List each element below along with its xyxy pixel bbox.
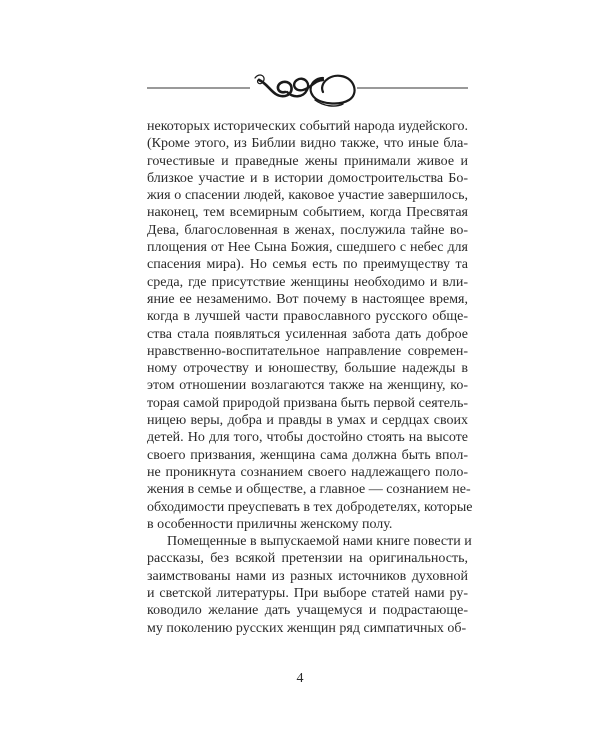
text-line: площения от Нее Сына Божия, сшедшего с небес для (147, 240, 468, 256)
text-line: торая самой природой призвана быть первой сеятель- (147, 395, 468, 411)
text-line: гочестивые и праведные жены принимали живое и (147, 153, 468, 169)
text-line: ководило желание дать учащемуся и подрастающе- (147, 603, 468, 619)
text-line: когда в лучшей части православного русского обще- (147, 309, 468, 325)
text-line: обходимости преуспевать в тех добродетелях, которые (147, 499, 473, 515)
text-line: среда, где присутствие женщины необходимо и вли- (147, 274, 468, 290)
text-line: ному отрочеству и юношеству, большие надежды в (147, 361, 468, 377)
text-line: спасения мира). Но семья есть по преимуществу та (147, 257, 468, 273)
text-line: своего призвания, женщина сама должна быть впол- (147, 447, 468, 463)
text-line: ства стала появляться усиленная забота дать доброе (147, 326, 468, 342)
paragraph (147, 533, 472, 637)
text-line: рассказы, без всякой претензии на оригинальность, (147, 551, 468, 567)
text-line: некоторых исторических событий народа иудейского. (147, 119, 468, 134)
page-number: 4 (296, 671, 304, 686)
text-line: (Кроме этого, из Библии видно также, что иные бла- (147, 136, 468, 152)
text-line: жения в семье и обществе, а главное — сознанием не- (147, 482, 471, 498)
text-line: яние ее незаменимо. Вот почему в настоящее время, (147, 291, 468, 307)
text-line: детей. Но для того, чтобы достойно стоять на высоте (147, 430, 468, 446)
flourish-divider-icon (147, 66, 468, 112)
text-line: му поколению русских женщин ряд симпатичных об- (147, 620, 467, 636)
text-line: этом отношении возлагаются также на женщину, ко- (147, 378, 468, 394)
text-line: близкое участие и в истории домостроительства Бо- (147, 170, 468, 186)
text-line: заимствованы нами из разных источников духовной (147, 568, 468, 584)
text-line: наконец, тем всемирным событием, когда Пресвятая (147, 205, 468, 221)
text-line: не проникнута сознанием своего надлежащего поло- (147, 464, 468, 480)
text-line: и светской литературы. При выборе статей нами ру- (147, 586, 468, 602)
text-line: Помещенные в выпускаемой нами книге повести и (167, 534, 472, 550)
text-line: ницею веры, добра и правды в умах и сердцах своих (147, 413, 468, 429)
body-text (147, 118, 473, 637)
paragraph (147, 118, 473, 533)
text-line: нравственно-воспитательное направление современ- (147, 343, 468, 359)
text-line: жия о спасении людей, каковое участие завершилось, (147, 188, 468, 204)
text-line: в особенности приличны женскому полу. (147, 516, 393, 532)
text-line: Дева, благословенная в женах, послужила тайне во- (147, 222, 468, 238)
